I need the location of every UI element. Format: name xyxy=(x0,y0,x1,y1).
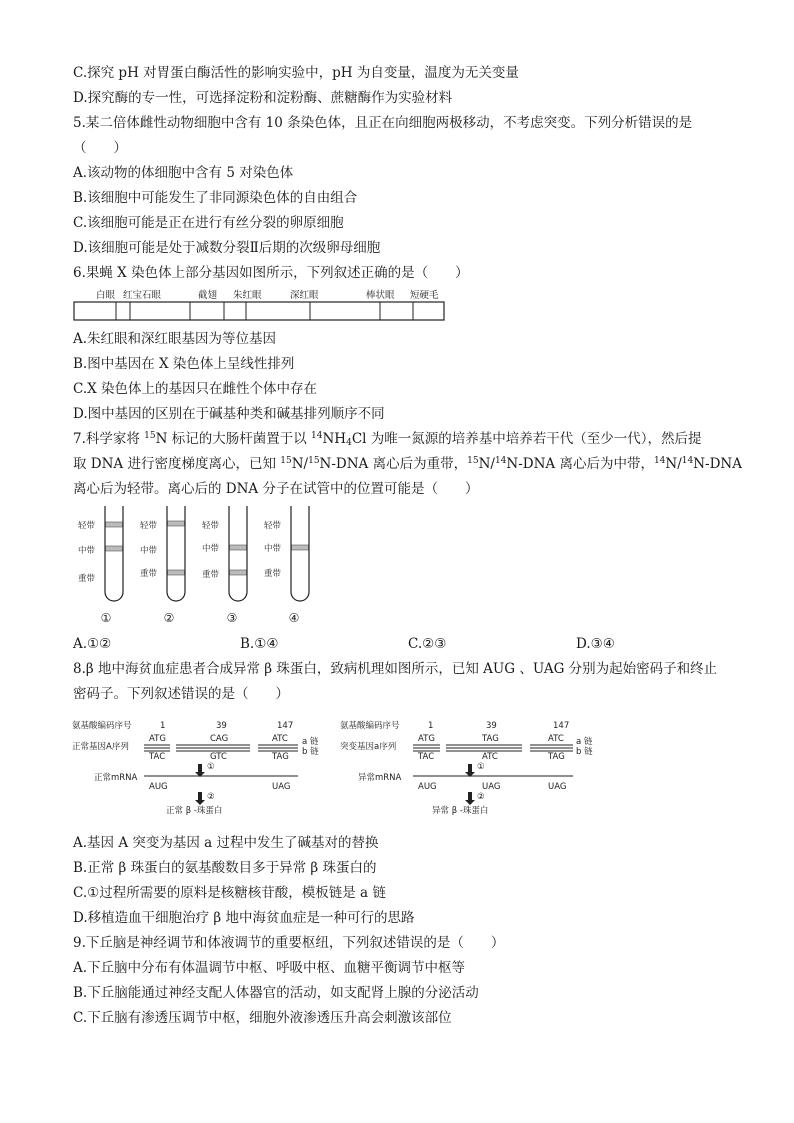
band-label: 轻带 xyxy=(78,521,96,531)
band-label: 轻带 xyxy=(140,521,158,531)
dna-band xyxy=(168,521,185,526)
tube-number: ③ xyxy=(226,611,238,625)
question-8-option-c: C.①过程所需要的原料是核糖核苷酸，模板链是 a 链 xyxy=(73,885,386,901)
question-6-option-a: A.朱红眼和深红眼基因为等位基因 xyxy=(73,331,277,347)
codon-position: 39 xyxy=(216,721,227,731)
question-6-stem: 6.果蝇 X 染色体上部分基因如图所示，下列叙述正确的是（ ） xyxy=(73,265,469,281)
dna-band xyxy=(230,570,247,575)
band-label: 中带 xyxy=(264,544,282,554)
normal-protein-label: 正常 β -珠蛋白 xyxy=(166,806,223,816)
mutant-gene-label: 突变基因a序列 xyxy=(340,742,397,752)
gene-label: 红宝石眼 xyxy=(123,290,162,301)
question-8-line-2: 密码子。下列叙述错误的是（ ） xyxy=(73,686,289,702)
codon: ATC xyxy=(482,752,498,762)
codon: UAG xyxy=(272,782,291,792)
question-7-option-d: D.③④ xyxy=(576,636,615,652)
codon: ATG xyxy=(149,734,166,744)
centrifuge-tubes-figure xyxy=(70,500,330,630)
question-7-line-3: 离心后为轻带。离心后的 DNA 分子在试管中的位置可能是（ ） xyxy=(73,481,479,497)
question-8-option-a: A.基因 A 突变为基因 a 过程中发生了碱基对的替换 xyxy=(73,835,379,851)
codon-position: 147 xyxy=(277,721,294,731)
dna-band xyxy=(106,522,123,527)
gene-label: 截翅 xyxy=(198,290,218,301)
codon: ATG xyxy=(418,734,435,744)
question-7-option-c: C.②③ xyxy=(408,636,447,652)
test-tube xyxy=(229,506,247,601)
question-9-option-b: B.下丘脑能通过神经支配人体器官的活动，如支配肾上腺的分泌活动 xyxy=(73,985,479,1001)
step-1-label: ① xyxy=(207,762,215,772)
step-2-label: ② xyxy=(477,792,485,802)
question-5-blank: （ ） xyxy=(73,140,127,156)
dna-band xyxy=(292,545,309,550)
question-8-option-d: D.移植造血干细胞治疗 β 地中海贫血症是一种可行的思路 xyxy=(73,910,415,926)
tube-number: ② xyxy=(163,611,175,625)
question-7-option-a: A.①② xyxy=(73,636,112,652)
x-chromosome-gene-map xyxy=(70,285,450,325)
band-label: 重带 xyxy=(140,569,158,579)
codon: AUG xyxy=(418,782,437,792)
chain-a-label: a 链 xyxy=(302,737,319,747)
question-6-option-d: D.图中基因的区别在于碱基种类和碱基排列顺序不同 xyxy=(73,406,385,422)
question-5-option-c: C.该细胞可能是正在进行有丝分裂的卵原细胞 xyxy=(73,215,344,231)
option-c-line: C.探究 pH 对胃蛋白酶活性的影响实验中，pH 为自变量，温度为无关变量 xyxy=(73,65,519,81)
question-7-option-b: B.①④ xyxy=(240,636,279,652)
codon: TAG xyxy=(482,734,499,744)
band-label: 中带 xyxy=(140,546,158,556)
band-label: 重带 xyxy=(264,569,282,579)
seq-number-label: 氨基酸编码序号 xyxy=(72,721,132,731)
codon: GTC xyxy=(210,752,227,762)
test-tube xyxy=(167,506,185,601)
question-7-line-2: 取 DNA 进行密度梯度离心，已知 $^{15}$N/$^{15}$N-DNA 离心后为重带，$^{15}$N/$^{14}$N-DNA 离心后为中带，$^{14}$N/$^{14}$N-DNA xyxy=(73,456,742,472)
tube-number: ① xyxy=(100,611,112,625)
question-5-stem: 5.某二倍体雌性动物细胞中含有 10 条染色体，且正在向细胞两极移动，不考虑突变。下列分析错误的是 xyxy=(73,115,693,131)
test-tube xyxy=(291,506,309,601)
question-5-option-a: A.该动物的体细胞中含有 5 对染色体 xyxy=(73,165,294,181)
codon-position: 1 xyxy=(160,721,166,731)
codon-position: 147 xyxy=(553,721,570,731)
beta-thalassemia-mechanism-figure xyxy=(70,712,610,822)
band-label: 重带 xyxy=(202,570,220,580)
step-2-label: ② xyxy=(207,792,215,802)
gene-label: 棒状眼 xyxy=(366,290,395,301)
band-label: 中带 xyxy=(202,544,220,554)
codon: ATC xyxy=(548,734,564,744)
gene-label: 白眼 xyxy=(96,290,116,301)
chain-b-label: b 链 xyxy=(302,747,319,757)
codon: TAC xyxy=(149,752,166,762)
option-d-line: D.探究酶的专一性，可选择淀粉和淀粉酶、蔗糖酶作为实验材料 xyxy=(73,90,453,106)
band-label: 轻带 xyxy=(202,521,220,531)
band-label: 重带 xyxy=(78,574,96,584)
codon: UAG xyxy=(482,782,501,792)
codon: ATC xyxy=(272,734,288,744)
question-5-option-b: B.该细胞中可能发生了非同源染色体的自由组合 xyxy=(73,190,358,206)
gene-label: 深红眼 xyxy=(290,290,319,301)
codon: TAG xyxy=(548,752,565,762)
question-8-option-b: B.正常 β 珠蛋白的氨基酸数目多于异常 β 珠蛋白的 xyxy=(73,860,377,876)
question-9-stem: 9.下丘脑是神经调节和体液调节的重要枢纽，下列叙述错误的是（ ） xyxy=(73,935,505,951)
question-9-option-a: A.下丘脑中分布有体温调节中枢、呼吸中枢、血糖平衡调节中枢等 xyxy=(73,960,466,976)
test-tube xyxy=(105,506,123,601)
dna-band xyxy=(168,570,185,575)
seq-number-label: 氨基酸编码序号 xyxy=(340,721,400,731)
codon-position: 39 xyxy=(486,721,497,731)
abnormal-mrna-label: 异常mRNA xyxy=(358,773,402,783)
tube-number: ④ xyxy=(288,611,300,625)
question-6-option-c: C.X 染色体上的基因只在雌性个体中存在 xyxy=(73,381,318,397)
chain-a-label: a 链 xyxy=(576,737,593,747)
codon-position: 1 xyxy=(428,721,434,731)
dna-band xyxy=(106,546,123,551)
codon: TAC xyxy=(418,752,435,762)
question-7-line-1: 7.科学家将 $^{15}$N 标记的大肠杆菌置于以 $^{14}NH_4Cl$ 为唯一氮源的培养基中培养若干代（至少一代），然后提 xyxy=(73,431,702,448)
chain-b-label: b 链 xyxy=(576,747,593,757)
band-label: 轻带 xyxy=(264,521,282,531)
gene-label: 朱红眼 xyxy=(233,290,262,301)
normal-mrna-label: 正常mRNA xyxy=(94,773,138,783)
codon: TAG xyxy=(272,752,289,762)
step-1-label: ① xyxy=(477,762,485,772)
codon: AUG xyxy=(149,782,168,792)
band-label: 中带 xyxy=(78,546,96,556)
normal-gene-label: 正常基因A序列 xyxy=(72,742,129,752)
codon: CAG xyxy=(210,734,229,744)
question-9-option-c: C.下丘脑有渗透压调节中枢，细胞外液渗透压升高会刺激该部位 xyxy=(73,1010,452,1026)
question-6-option-b: B.图中基因在 X 染色体上呈线性排列 xyxy=(73,356,295,372)
codon: UAG xyxy=(548,782,567,792)
question-5-option-d: D.该细胞可能是处于减数分裂Ⅱ后期的次级卵母细胞 xyxy=(73,240,381,256)
dna-band xyxy=(230,545,247,550)
abnormal-protein-label: 异常 β -珠蛋白 xyxy=(432,806,489,816)
gene-label: 短硬毛 xyxy=(410,290,439,301)
question-8-line-1: 8.β 地中海贫血症患者合成异常 β 珠蛋白，致病机理如图所示，已知 AUG 、UAG 分别为起始密码子和终止 xyxy=(73,661,718,677)
